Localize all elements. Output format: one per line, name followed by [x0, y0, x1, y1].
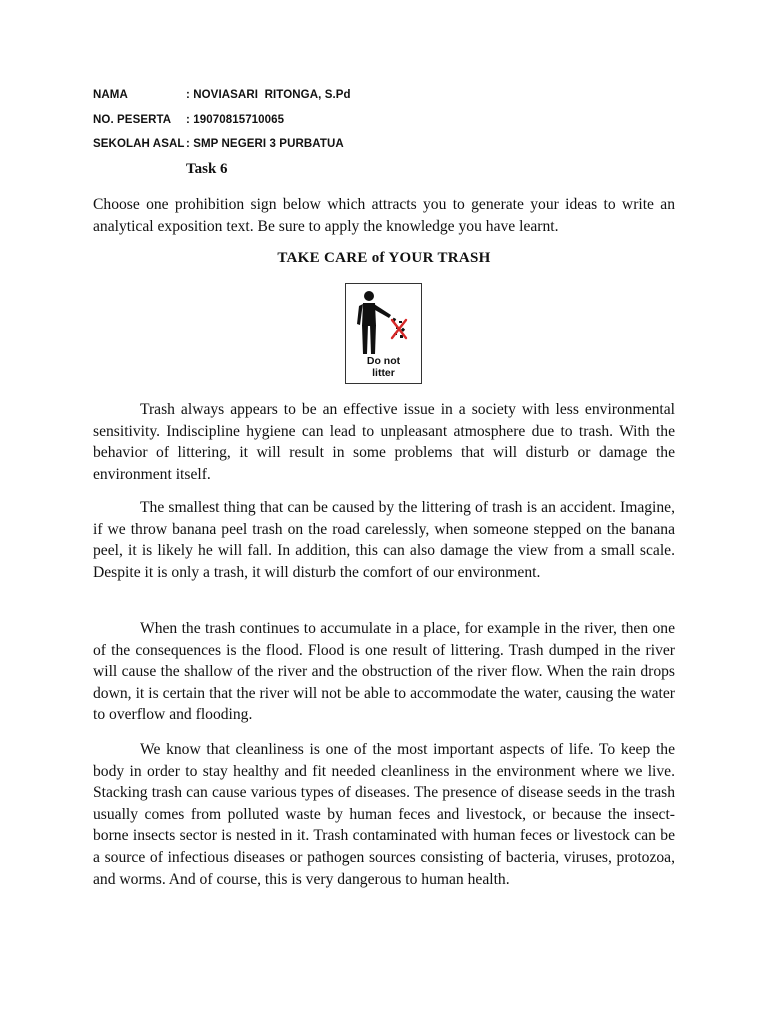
task-instruction: Choose one prohibition sign below which attracts you to generate your ideas to write an analytical exposition text. Be sure to apply the knowledge you have learnt.	[93, 196, 675, 235]
paragraph-1: Trash always appears to be an effective issue in a society with less environmental sensitivity. Indiscipline hygiene can lead to unpleasant atmosphere due to trash. With the behavior of littering, it will result in some problems that will disturb or damage the environment itself.	[93, 401, 675, 483]
participant-value: : 19070815710065	[186, 114, 285, 126]
do-not-litter-sign	[345, 283, 422, 384]
essay-heading: TAKE CARE of YOUR TRASH	[277, 250, 491, 266]
school-label: SEKOLAH ASAL	[93, 138, 185, 150]
sign-text-line1: Do not	[366, 355, 401, 367]
paragraph-2: The smallest thing that can be caused by the littering of trash is an accident. Imagine, if we throw banana peel trash on the road carelessly, when someone stepped on the banana peel, it is likely he will fall. In addition, this can also damage the view from a small scale. Despite it is only a trash, it will disturb the comfort of our environment.	[93, 499, 675, 581]
paragraph-4: We know that cleanliness is one of the most important aspects of life. To keep the body in order to stay healthy and fit needed cleanliness in the environment where we live. Stacking trash can cause various types of diseases. The presence of disease seeds in the trash usually comes from polluted waste by human feces and livestock, or because the insect-borne insects sector is nested in it. Trash contaminated with human feces or livestock can be a source of infectious diseases or pathogen sources consisting of bacteria, viruses, protozoa, and worms. And of course, this is very dangerous to human health.	[93, 741, 675, 888]
name-value: : NOVIASARI RITONGA, S.Pd	[186, 89, 351, 101]
task-title: Task 6	[186, 161, 228, 177]
paragraph-3: When the trash continues to accumulate in a place, for example in the river, then one of the consequences is the flood. Flood is one result of littering. Trash dumped in the river will cause the shallow of the river and the obstruction of the river flow. When the rain drops down, it is certain that the river will not be able to accommodate the water, causing the water to overflow and flooding.	[93, 620, 675, 724]
name-row	[93, 89, 351, 101]
participant-row	[93, 114, 284, 126]
school-row	[93, 138, 344, 150]
school-value: : SMP NEGERI 3 PURBATUA	[186, 138, 344, 150]
name-label: NAMA	[93, 89, 128, 101]
participant-label: NO. PESERTA	[93, 114, 172, 126]
sign-text-line2: litter	[372, 367, 395, 379]
